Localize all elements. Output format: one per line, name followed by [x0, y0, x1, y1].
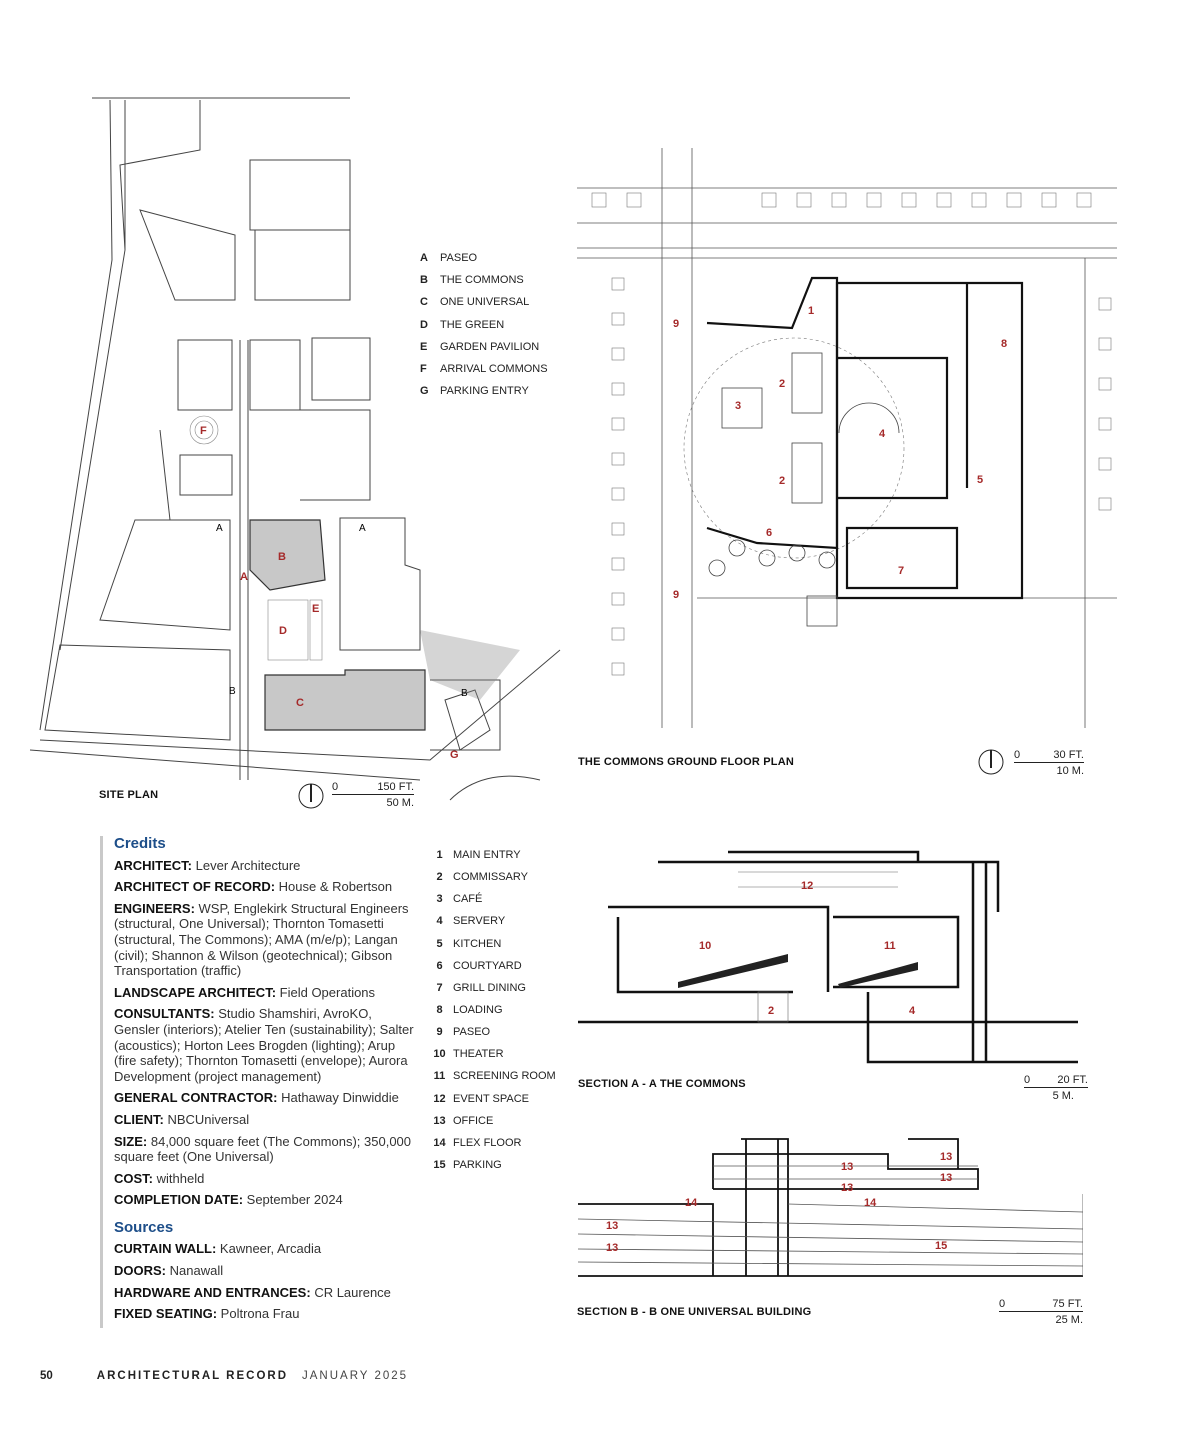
section-mark-b-left: B [229, 686, 236, 697]
section-b-label-13: 13 [606, 1242, 619, 1254]
site-label-e: E [312, 603, 320, 615]
legend-label: LOADING [453, 1004, 503, 1017]
site-legend-row [420, 336, 570, 358]
floor-plan-scale [1014, 749, 1084, 779]
legend-key: 10 [433, 1048, 446, 1061]
legend-label: KITCHEN [453, 937, 502, 950]
section-a-labels [578, 842, 1078, 1072]
site-label-a: A [240, 571, 248, 583]
legend-label: SERVERY [453, 915, 506, 928]
site-label-g: G [450, 749, 459, 761]
legend-key: B [420, 274, 428, 287]
credit-label: CONSULTANTS: [114, 1006, 215, 1022]
key-legend-row [428, 1132, 578, 1154]
plan-label-4: 4 [879, 428, 886, 440]
plan-label-7: 7 [898, 565, 905, 577]
legend-key: C [420, 296, 428, 309]
site-legend-row [420, 269, 570, 291]
site-plan-caption: SITE PLAN [99, 789, 159, 801]
site-label-c: C [296, 697, 304, 709]
key-legend-row [428, 1154, 578, 1176]
section-mark-b-right: B [461, 688, 468, 699]
scale-zero: 0 [332, 781, 339, 793]
section-b-scale [999, 1298, 1083, 1328]
section-mark-a-left: A [216, 523, 223, 534]
scale-m: 10 M. [1056, 765, 1084, 777]
scale-m: 5 M. [1052, 1090, 1074, 1102]
legend-key: 4 [436, 915, 443, 928]
legend-key: 8 [436, 1004, 443, 1017]
key-legend-row [428, 933, 578, 955]
key-legend-row [428, 999, 578, 1021]
legend-key: 7 [436, 981, 443, 994]
legend-key: 14 [433, 1136, 446, 1149]
credit-value: Studio Shamshiri, AvroKO, Gensler (interiors); Atelier Ten (sustainability); Salter (acoustics); Horton Lees Brogden (lighting); Arup (fire safety); Thornton Tomasetti (envelope); Aurora Development (project management) [114, 1006, 414, 1084]
sources-title: Sources [114, 1218, 174, 1236]
key-legend-row [428, 955, 578, 977]
credit-value: WSP, Englekirk Structural Engineers (structural, One Universal); Thornton Tomasetti (structural, The Commons); AMA (m/e/p); Langan (civil); Shannon & Wilson (geotechnical); Gibson Transportation (traffic) [114, 900, 409, 979]
section-a-label-4: 4 [909, 1005, 916, 1017]
plan-label-3: 3 [735, 400, 742, 412]
key-legend-row [428, 1088, 578, 1110]
section-a-label-10: 10 [699, 940, 712, 952]
section-b-label-13: 13 [606, 1220, 619, 1232]
key-legend [428, 844, 578, 1176]
credit-value: NBCUniversal [167, 1111, 250, 1127]
legend-label: ONE UNIVERSAL [440, 296, 530, 309]
scale-ft: 30 FT. [1053, 749, 1084, 761]
issue-date: JANUARY 2025 [302, 1370, 409, 1382]
credits-title: Credits [114, 835, 166, 852]
key-legend-row [428, 977, 578, 999]
credit-value: House & Robertson [278, 879, 393, 895]
source-value: CR Laurence [314, 1284, 391, 1300]
legend-key: G [420, 385, 429, 398]
site-label-b: B [278, 551, 286, 563]
credit-item [114, 901, 420, 979]
legend-label: SCREENING ROOM [453, 1070, 556, 1083]
legend-key: 12 [433, 1092, 446, 1105]
credit-value: 84,000 square feet (The Commons); 350,000 square feet (One Universal) [114, 1133, 412, 1165]
credit-item [114, 985, 420, 1001]
legend-key: 3 [436, 893, 443, 906]
site-label-d: D [279, 625, 287, 637]
section-b-label-14: 14 [864, 1197, 877, 1209]
scale-m: 25 M. [1055, 1314, 1083, 1326]
legend-label: EVENT SPACE [453, 1092, 530, 1105]
legend-label: CAFÉ [453, 893, 483, 906]
section-b-label-15: 15 [935, 1240, 948, 1252]
section-a-label-12: 12 [801, 880, 814, 892]
key-legend-row [428, 1110, 578, 1132]
credit-label: ENGINEERS: [114, 900, 195, 916]
credit-item [114, 1192, 420, 1208]
plan-label-2-upper: 2 [779, 378, 786, 390]
credit-value: withheld [156, 1170, 205, 1186]
source-value: Kawneer, Arcadia [219, 1241, 322, 1257]
legend-label: PARKING [453, 1159, 502, 1172]
section-b-label-13: 13 [940, 1172, 953, 1184]
legend-key: D [420, 318, 428, 331]
plan-label-5: 5 [977, 474, 984, 486]
plan-label-1: 1 [808, 305, 815, 317]
source-item [114, 1285, 420, 1301]
legend-label: PASEO [453, 1026, 491, 1039]
section-a-scale [1024, 1074, 1088, 1104]
credit-item [114, 1134, 420, 1165]
section-a-label-11: 11 [884, 940, 896, 952]
legend-label: GRILL DINING [453, 981, 526, 994]
site-plan-scale [332, 781, 414, 811]
legend-label: THE GREEN [440, 318, 505, 331]
source-value: Poltrona Frau [220, 1306, 300, 1322]
plan-label-9-upper: 9 [673, 318, 680, 330]
page-number: 50 [40, 1370, 53, 1382]
legend-key: 1 [436, 849, 443, 862]
source-label: HARDWARE AND ENTRANCES: [114, 1284, 311, 1300]
credit-item [114, 1006, 420, 1084]
credits-block [100, 836, 420, 1328]
legend-key: 13 [433, 1114, 446, 1127]
legend-label: GARDEN PAVILION [440, 340, 540, 353]
source-label: DOORS: [114, 1263, 166, 1279]
scale-zero: 0 [1024, 1074, 1031, 1086]
site-legend-row [420, 247, 570, 269]
scale-ft: 20 FT. [1057, 1074, 1088, 1086]
section-a-caption: SECTION A - A THE COMMONS [578, 1078, 746, 1090]
legend-key: E [420, 340, 428, 353]
key-legend-row [428, 866, 578, 888]
site-legend-row [420, 380, 570, 402]
legend-label: FLEX FLOOR [453, 1136, 522, 1149]
credit-label: ARCHITECT OF RECORD: [114, 879, 276, 895]
legend-label: ARRIVAL COMMONS [440, 363, 548, 376]
source-item [114, 1241, 420, 1257]
site-legend-row [420, 314, 570, 336]
credit-value: Lever Architecture [195, 857, 301, 873]
plan-label-8: 8 [1001, 338, 1008, 350]
key-legend-row [428, 910, 578, 932]
floor-plan-caption: THE COMMONS GROUND FLOOR PLAN [578, 756, 795, 768]
site-plan-north-arrow [297, 782, 327, 812]
legend-key: 15 [433, 1159, 446, 1172]
magazine-name: ARCHITECTURAL RECORD [96, 1370, 288, 1382]
legend-key: 9 [436, 1026, 443, 1039]
scale-zero: 0 [999, 1298, 1006, 1310]
section-a-label-2: 2 [768, 1005, 775, 1017]
credit-item [114, 1112, 420, 1128]
site-legend-row [420, 291, 570, 313]
floor-plan-north-arrow [977, 748, 1007, 778]
credit-item [114, 858, 420, 874]
section-b-label-14: 14 [685, 1197, 698, 1209]
section-b-labels [578, 1134, 1083, 1294]
legend-key: 2 [436, 871, 443, 884]
legend-label: OFFICE [453, 1114, 494, 1127]
credit-label: COMPLETION DATE: [114, 1192, 244, 1208]
site-plan-labels [0, 90, 580, 810]
credit-label: SIZE: [114, 1133, 148, 1149]
page-footer [40, 1370, 408, 1382]
credit-value: Hathaway Dinwiddie [281, 1090, 399, 1106]
credit-value: September 2024 [246, 1192, 343, 1208]
legend-label: PARKING ENTRY [440, 385, 529, 398]
source-item [114, 1263, 420, 1279]
scale-zero: 0 [1014, 749, 1021, 761]
legend-label: PASEO [440, 252, 478, 265]
section-b-label-13: 13 [841, 1182, 854, 1194]
key-legend-row [428, 844, 578, 866]
section-b-label-13: 13 [841, 1161, 854, 1173]
credit-item [114, 1171, 420, 1187]
credit-label: CLIENT: [114, 1111, 164, 1127]
source-label: CURTAIN WALL: [114, 1241, 217, 1257]
legend-key: A [420, 252, 428, 265]
source-value: Nanawall [169, 1263, 224, 1279]
plan-label-2-lower: 2 [779, 475, 786, 487]
section-mark-a-right: A [359, 523, 366, 534]
section-b-caption: SECTION B - B ONE UNIVERSAL BUILDING [577, 1306, 812, 1318]
credit-label: GENERAL CONTRACTOR: [114, 1090, 278, 1106]
site-plan-legend [420, 247, 570, 402]
legend-label: COMMISSARY [453, 871, 528, 884]
site-legend-row [420, 358, 570, 380]
legend-key: 6 [436, 959, 443, 972]
key-legend-row [428, 1065, 578, 1087]
credit-value: Field Operations [279, 984, 376, 1000]
credit-label: ARCHITECT: [114, 857, 192, 873]
source-label: FIXED SEATING: [114, 1306, 218, 1322]
scale-ft: 150 FT. [377, 781, 414, 793]
credit-label: COST: [114, 1170, 153, 1186]
credit-item [114, 879, 420, 895]
key-legend-row [428, 888, 578, 910]
key-legend-row [428, 1043, 578, 1065]
credit-label: LANDSCAPE ARCHITECT: [114, 984, 277, 1000]
source-item [114, 1306, 420, 1322]
legend-key: F [420, 363, 427, 376]
legend-label: THE COMMONS [440, 274, 524, 287]
site-label-f: F [200, 425, 207, 437]
key-legend-row [428, 1021, 578, 1043]
credit-item [114, 1090, 420, 1106]
floor-plan-labels [577, 148, 1117, 728]
plan-label-6: 6 [766, 527, 773, 539]
legend-label: COURTYARD [453, 959, 522, 972]
section-b-label-13: 13 [940, 1151, 953, 1163]
legend-label: THEATER [453, 1048, 504, 1061]
legend-label: MAIN ENTRY [453, 849, 521, 862]
scale-ft: 75 FT. [1052, 1298, 1083, 1310]
legend-key: 11 [433, 1070, 446, 1083]
legend-key: 5 [436, 937, 443, 950]
plan-label-9-lower: 9 [673, 589, 680, 601]
scale-m: 50 M. [386, 797, 414, 809]
